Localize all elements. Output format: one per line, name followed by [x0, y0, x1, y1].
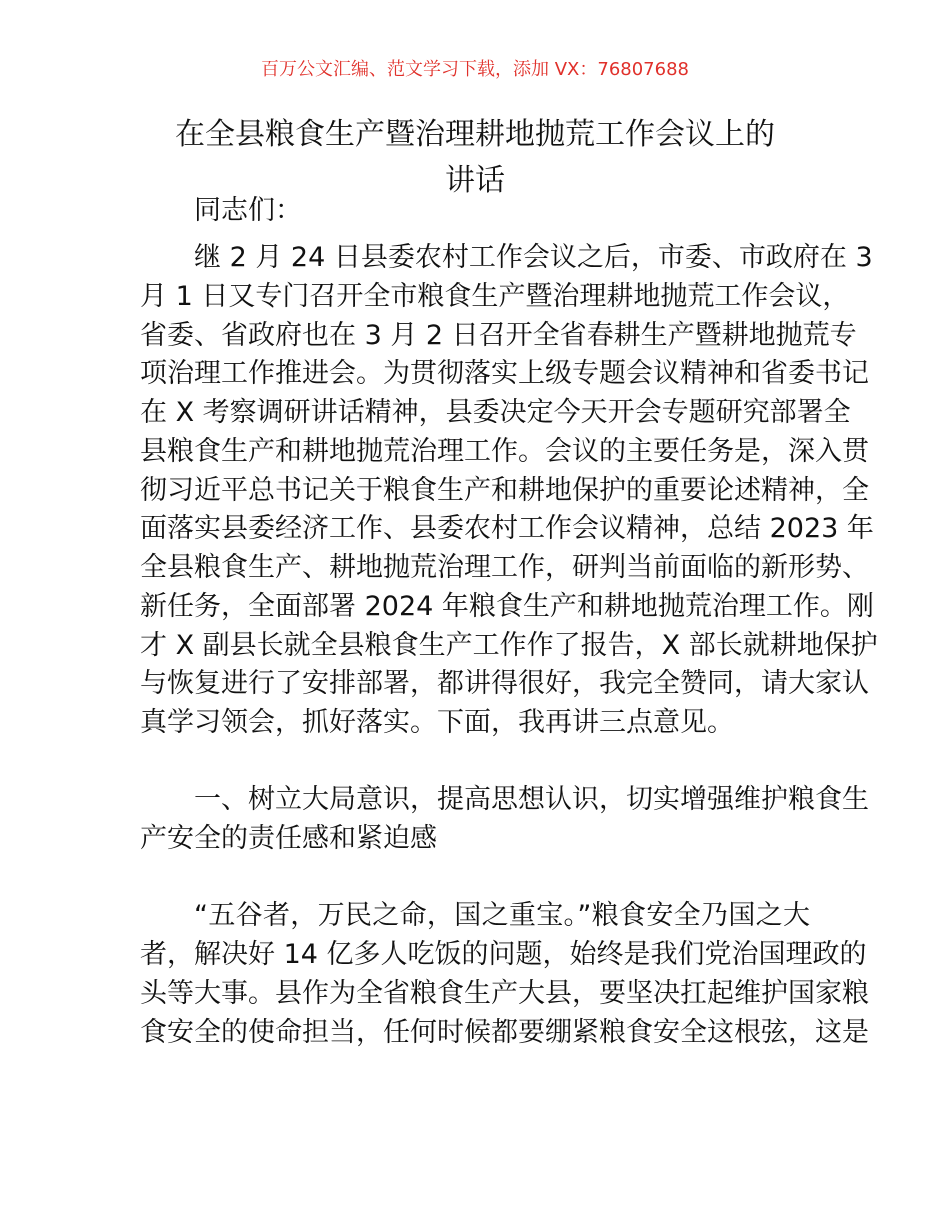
paragraph-line: 月 1 日又专门召开全市粮食生产暨治理耕地抛荒工作会议，: [140, 280, 850, 312]
paragraph-line: 面落实县委经济工作、县委农村工作会议精神，总结 2023 年: [140, 513, 874, 545]
paragraph-line: 省委、省政府也在 3 月 2 日召开全省春耕生产暨耕地抛荒专: [140, 319, 857, 351]
paragraph-line: 才 X 副县长就全县粮食生产工作作了报告，X 部长就耕地保护: [140, 629, 878, 661]
paragraphs: [140, 239, 878, 1052]
paragraph-line: 产安全的责任感和紧迫感: [140, 823, 437, 854]
paragraph-line: 者，解决好 14 亿多人吃饭的问题，始终是我们党治国理政的: [140, 939, 867, 970]
paragraph-line: 食安全的使命担当，任何时候都要绷紧粮食安全这根弦，这是: [140, 1016, 869, 1048]
paragraph-line: 一、树立大局意识，提高思想认识，切实增强维护粮食生: [194, 784, 869, 816]
paragraph-line: 全县粮食生产、耕地抛荒治理工作，研判当前面临的新形势、: [140, 552, 869, 583]
paragraph: [140, 239, 878, 743]
paragraph: [140, 781, 869, 859]
paragraph-line: 真学习领会，抓好落实。下面，我再讲三点意见。: [140, 707, 734, 738]
watermark-header: 百万公文汇编、范文学习下载，添加 VX：76807688: [261, 59, 689, 80]
document-title: [120, 112, 830, 204]
paragraph-line: 县粮食生产和耕地抛荒治理工作。会议的主要任务是，深入贯: [140, 435, 869, 467]
paragraph-line: 在 X 考察调研讲话精神，县委决定今天开会专题研究部署全: [140, 397, 851, 428]
paragraph-line: 头等大事。县作为全省粮食生产大县，要坚决扛起维护国家粮: [140, 977, 869, 1009]
paragraph: [140, 897, 869, 1052]
paragraph-line: 新任务，全面部署 2024 年粮食生产和耕地抛荒治理工作。刚: [140, 590, 874, 622]
paragraph-line: 彻习近平总书记关于粮食生产和耕地保护的重要论述精神，全: [140, 474, 869, 506]
salutation: 同志们：: [194, 195, 302, 226]
title-line: 讲话: [445, 163, 505, 198]
paragraph-line: 继 2 月 24 日县委农村工作会议之后，市委、市政府在 3: [194, 242, 873, 273]
paragraph-line: “五谷者，万民之命，国之重宝。”粮食安全乃国之大: [194, 900, 810, 932]
title-line: 在全县粮食生产暨治理耕地抛荒工作会议上的: [175, 117, 775, 152]
document-body: [140, 192, 878, 1091]
paragraph-line: 与恢复进行了安排部署，都讲得很好，我完全赞同，请大家认: [140, 668, 869, 700]
paragraph-line: 项治理工作推进会。为贯彻落实上级专题会议精神和省委书记: [140, 358, 869, 390]
